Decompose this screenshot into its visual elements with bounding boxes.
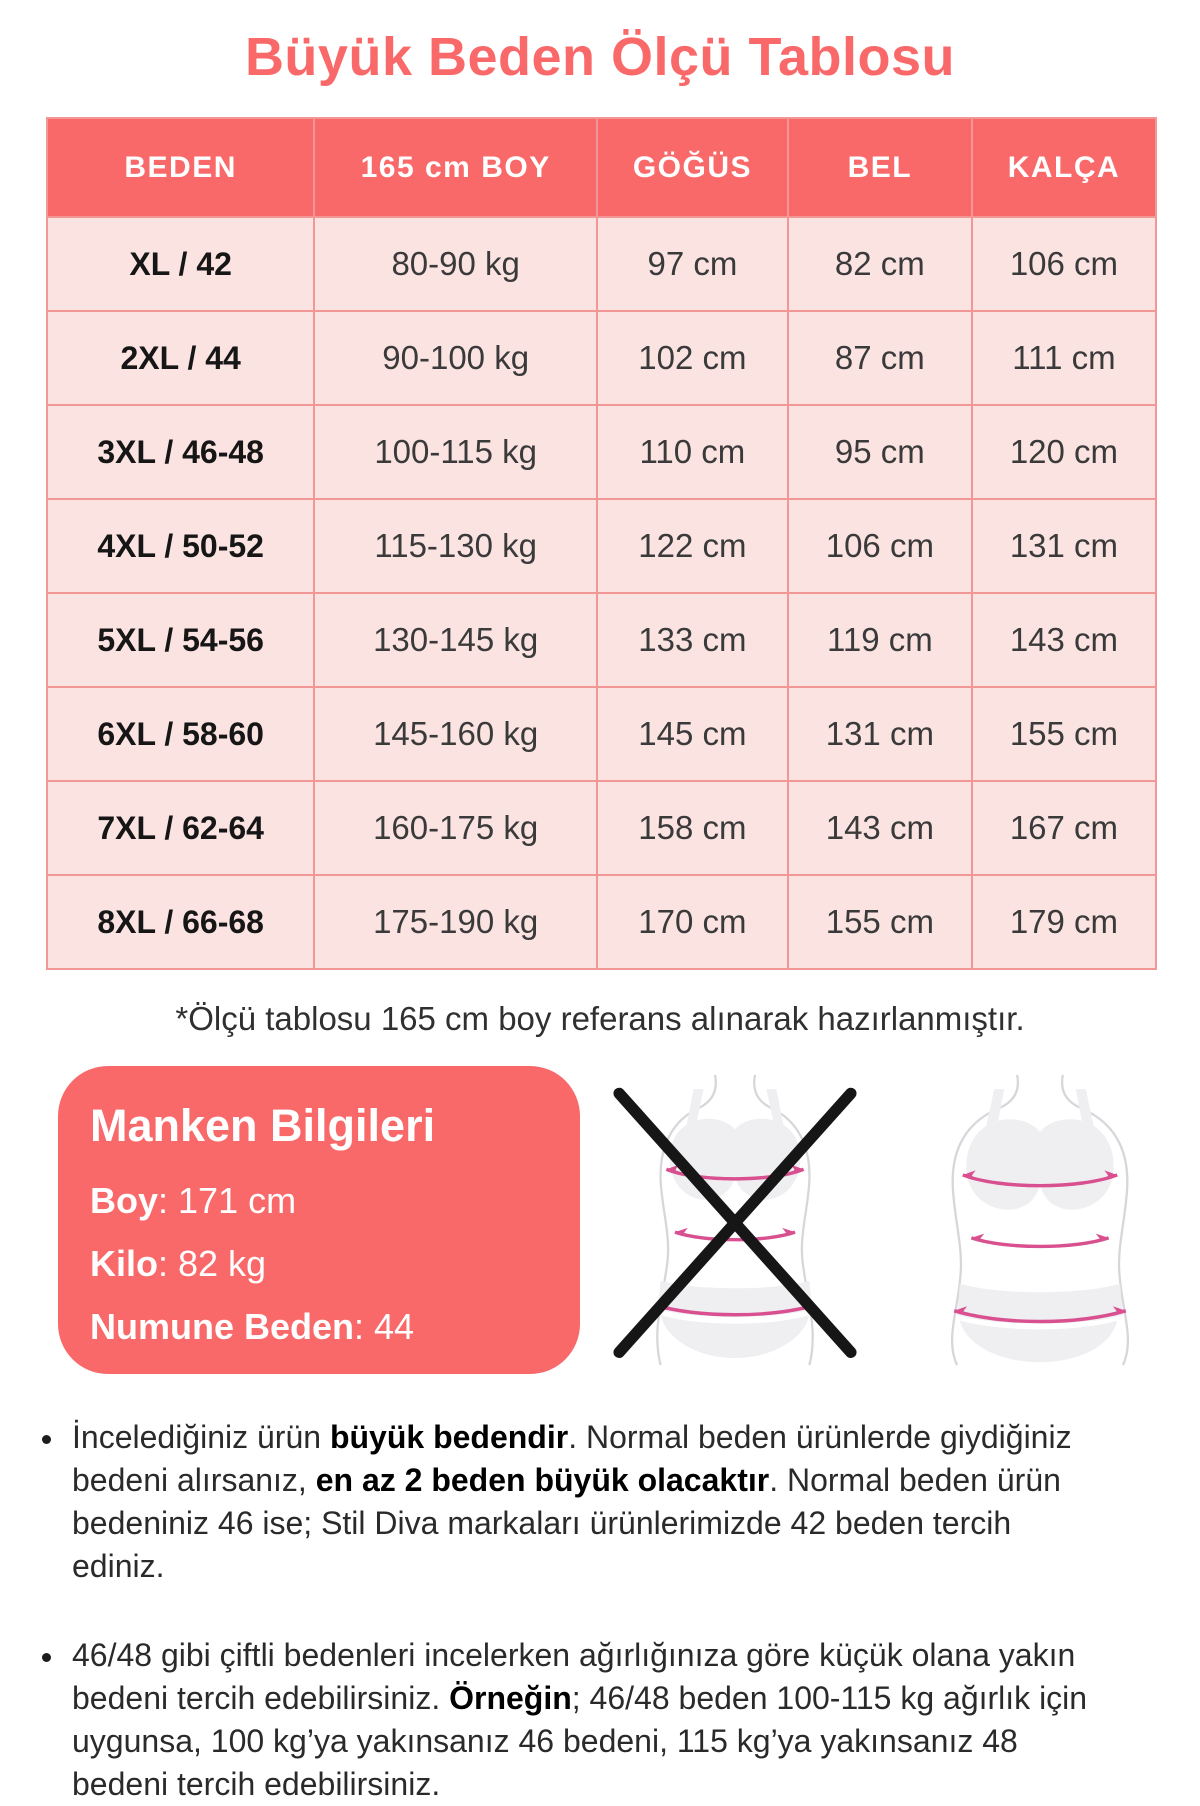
table-row xyxy=(47,875,1156,969)
hip-cell: 167 cm xyxy=(972,781,1156,875)
waist-cell: 95 cm xyxy=(788,405,972,499)
table-row xyxy=(47,217,1156,311)
model-info-field xyxy=(90,1306,550,1348)
size-name-cell: 2XL / 44 xyxy=(47,311,314,405)
size-name-cell: 4XL / 50-52 xyxy=(47,499,314,593)
table-header-cell: BEL xyxy=(788,118,972,217)
model-info-title: Manken Bilgileri xyxy=(90,1100,436,1151)
table-row xyxy=(47,311,1156,405)
size-name-cell: 3XL / 46-48 xyxy=(47,405,314,499)
waist-cell: 106 cm xyxy=(788,499,972,593)
weight-cell: 130-145 kg xyxy=(314,593,597,687)
bust-cell: 145 cm xyxy=(597,687,788,781)
size-name-cell: 7XL / 62-64 xyxy=(47,781,314,875)
measurement-figures xyxy=(580,1066,1200,1374)
model-info-field-value: : 171 cm xyxy=(158,1180,297,1221)
waist-cell: 143 cm xyxy=(788,781,972,875)
hip-cell: 120 cm xyxy=(972,405,1156,499)
size-name-cell: 6XL / 58-60 xyxy=(47,687,314,781)
bust-cell: 158 cm xyxy=(597,781,788,875)
page-title: Büyük Beden Ölçü Tablosu xyxy=(244,27,956,87)
table-row xyxy=(47,593,1156,687)
weight-cell: 100-115 kg xyxy=(314,405,597,499)
weight-cell: 175-190 kg xyxy=(314,875,597,969)
size-name-cell: 5XL / 54-56 xyxy=(47,593,314,687)
model-info-field-value: : 82 kg xyxy=(158,1243,267,1284)
bust-cell: 102 cm xyxy=(597,311,788,405)
weight-cell: 90-100 kg xyxy=(314,311,597,405)
weight-cell: 145-160 kg xyxy=(314,687,597,781)
table-row xyxy=(47,405,1156,499)
note-text: 46/48 gibi çiftli bedenleri incelerken ağırlığınıza göre küçük olana yakın bedeni tercih edebilirsiniz. Örneğin; 46/48 beden 100-115 kg ağırlık için uygunsa, 100 kg’ya yakınsanız 46 bedeni, 115 kg’ya yakınsanız 48 bedeni tercih edebilirsiniz. xyxy=(72,1637,1088,1802)
hip-cell: 143 cm xyxy=(972,593,1156,687)
bust-cell: 122 cm xyxy=(597,499,788,593)
weight-cell: 160-175 kg xyxy=(314,781,597,875)
notes-list xyxy=(40,1416,1112,1806)
waist-cell: 87 cm xyxy=(788,311,972,405)
hip-cell: 155 cm xyxy=(972,687,1156,781)
waist-cell: 119 cm xyxy=(788,593,972,687)
table-header-cell: KALÇA xyxy=(972,118,1156,217)
hip-cell: 179 cm xyxy=(972,875,1156,969)
bust-cell: 170 cm xyxy=(597,875,788,969)
waist-cell: 131 cm xyxy=(788,687,972,781)
table-header-cell: BEDEN xyxy=(47,118,314,217)
model-info-section xyxy=(58,1066,1200,1374)
table-header-cell: GÖĞÜS xyxy=(597,118,788,217)
table-row xyxy=(47,687,1156,781)
bust-cell: 97 cm xyxy=(597,217,788,311)
table-row xyxy=(47,499,1156,593)
weight-cell: 80-90 kg xyxy=(314,217,597,311)
note-item xyxy=(66,1416,1112,1588)
model-info-field-label: Kilo xyxy=(90,1243,158,1284)
table-row xyxy=(47,781,1156,875)
model-info-card xyxy=(58,1066,580,1374)
table-header-cell: 165 cm BOY xyxy=(314,118,597,217)
plus-body-icon xyxy=(892,1072,1188,1368)
model-info-field-label: Boy xyxy=(90,1180,159,1221)
size-table-header xyxy=(47,118,1156,217)
bust-cell: 133 cm xyxy=(597,593,788,687)
note-text: İncelediğiniz ürün büyük bedendir. Normal beden ürünlerde giydiğiniz bedeni alırsanız, en az 2 beden büyük olacaktır. Normal beden ürün bedeniniz 46 ise; Stil Diva markaları ürünlerimizde 42 beden tercih ediniz. xyxy=(72,1419,1072,1584)
size-name-cell: XL / 42 xyxy=(47,217,314,311)
note-item xyxy=(66,1634,1112,1806)
hip-cell: 131 cm xyxy=(972,499,1156,593)
waist-cell: 155 cm xyxy=(788,875,972,969)
hip-cell: 106 cm xyxy=(972,217,1156,311)
model-info-field xyxy=(90,1243,550,1285)
model-info-field-label: Numune Beden xyxy=(90,1306,355,1347)
size-table xyxy=(46,117,1157,970)
table-footnote: *Ölçü tablosu 165 cm boy referans alınarak hazırlanmıştır. xyxy=(175,1000,1025,1037)
weight-cell: 115-130 kg xyxy=(314,499,597,593)
size-name-cell: 8XL / 66-68 xyxy=(47,875,314,969)
slim-body-crossed-icon xyxy=(592,1072,878,1368)
model-info-field-value: : 44 xyxy=(354,1306,415,1347)
waist-cell: 82 cm xyxy=(788,217,972,311)
bust-cell: 110 cm xyxy=(597,405,788,499)
hip-cell: 111 cm xyxy=(972,311,1156,405)
model-info-field xyxy=(90,1180,550,1222)
